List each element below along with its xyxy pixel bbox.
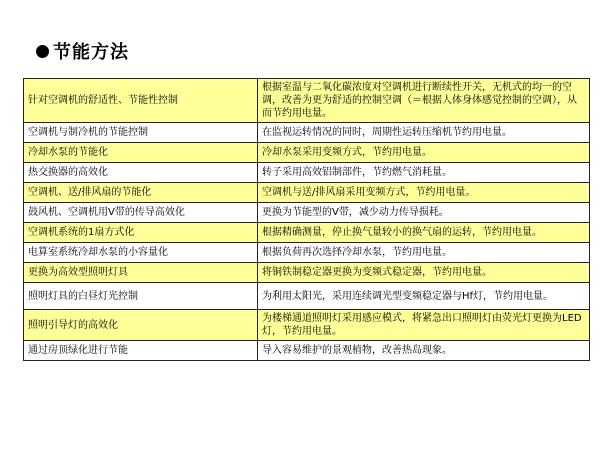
method-cell: 通过房顶绿化进行节能: [24, 341, 258, 361]
method-cell: 冷却水泵的节能化: [24, 143, 258, 163]
table-row: [24, 341, 590, 361]
description-cell: 为利用太阳光，采用连续调光型变频稳定器与Hf灯，节约用电量。: [258, 283, 590, 310]
method-cell: 空调机、送/排风扇的节能化: [24, 183, 258, 203]
table-body: [24, 79, 590, 361]
table-row: [24, 243, 590, 263]
method-cell: 针对空调机的舒适性、节能性控制: [24, 79, 258, 123]
bullet-icon: [36, 45, 49, 58]
method-cell: 更换为高效型照明灯具: [24, 263, 258, 283]
method-cell: 热交换器的高效化: [24, 163, 258, 183]
table-row: [24, 143, 590, 163]
description-cell: 更换为节能型的V带，减少动力传导损耗。: [258, 203, 590, 223]
method-cell: 空调机与制冷机的节能控制: [24, 123, 258, 143]
method-cell: 鼓风机、空调机用V带的传导高效化: [24, 203, 258, 223]
method-cell: 空调机系统的1扇方式化: [24, 223, 258, 243]
energy-saving-methods-table: [23, 78, 590, 361]
method-cell: 电算室系统冷却水泵的小容量化: [24, 243, 258, 263]
description-cell: 转子采用高效铝制部件，节约燃气消耗量。: [258, 163, 590, 183]
table-row: [24, 223, 590, 243]
method-cell: 照明灯具的白昼灯光控制: [24, 283, 258, 310]
table-row: [24, 163, 590, 183]
table-row: [24, 283, 590, 310]
description-cell: 在监视运转情况的同时，周期性运转压缩机节约用电量。: [258, 123, 590, 143]
table-row: [24, 183, 590, 203]
table-row: [24, 123, 590, 143]
table-row: [24, 263, 590, 283]
table-row: [24, 203, 590, 223]
description-cell: 导入容易维护的景观植物，改善热岛现象。: [258, 341, 590, 361]
description-cell: 冷却水泵采用变频方式，节约用电量。: [258, 143, 590, 163]
table-row: [24, 310, 590, 341]
page-title: 节能方法: [53, 42, 129, 63]
method-cell: 照明引导灯的高效化: [24, 310, 258, 341]
table-row: [24, 79, 590, 123]
description-cell: 根据精确测量，停止换气量较小的换气扇的运转，节约用电量。: [258, 223, 590, 243]
description-cell: 根据负荷再次选择冷却水泵，节约用电量。: [258, 243, 590, 263]
description-cell: 根据室温与二氧化碳浓度对空调机进行断续性开关，无机式的均一的空调，改善为更为舒适的控制空调（＝根据人体身体感觉控制的空调），从而节约用电量。: [258, 79, 590, 123]
description-cell: 空调机与送/排风扇采用变频方式，节约用电量。: [258, 183, 590, 203]
page-heading: [36, 38, 129, 64]
description-cell: 为楼梯通道照明灯采用感应模式，将紧急出口照明灯由荧光灯更换为LED灯，节约用电量。: [258, 310, 590, 341]
description-cell: 将铜铁制稳定器更换为变频式稳定器，节约用电量。: [258, 263, 590, 283]
